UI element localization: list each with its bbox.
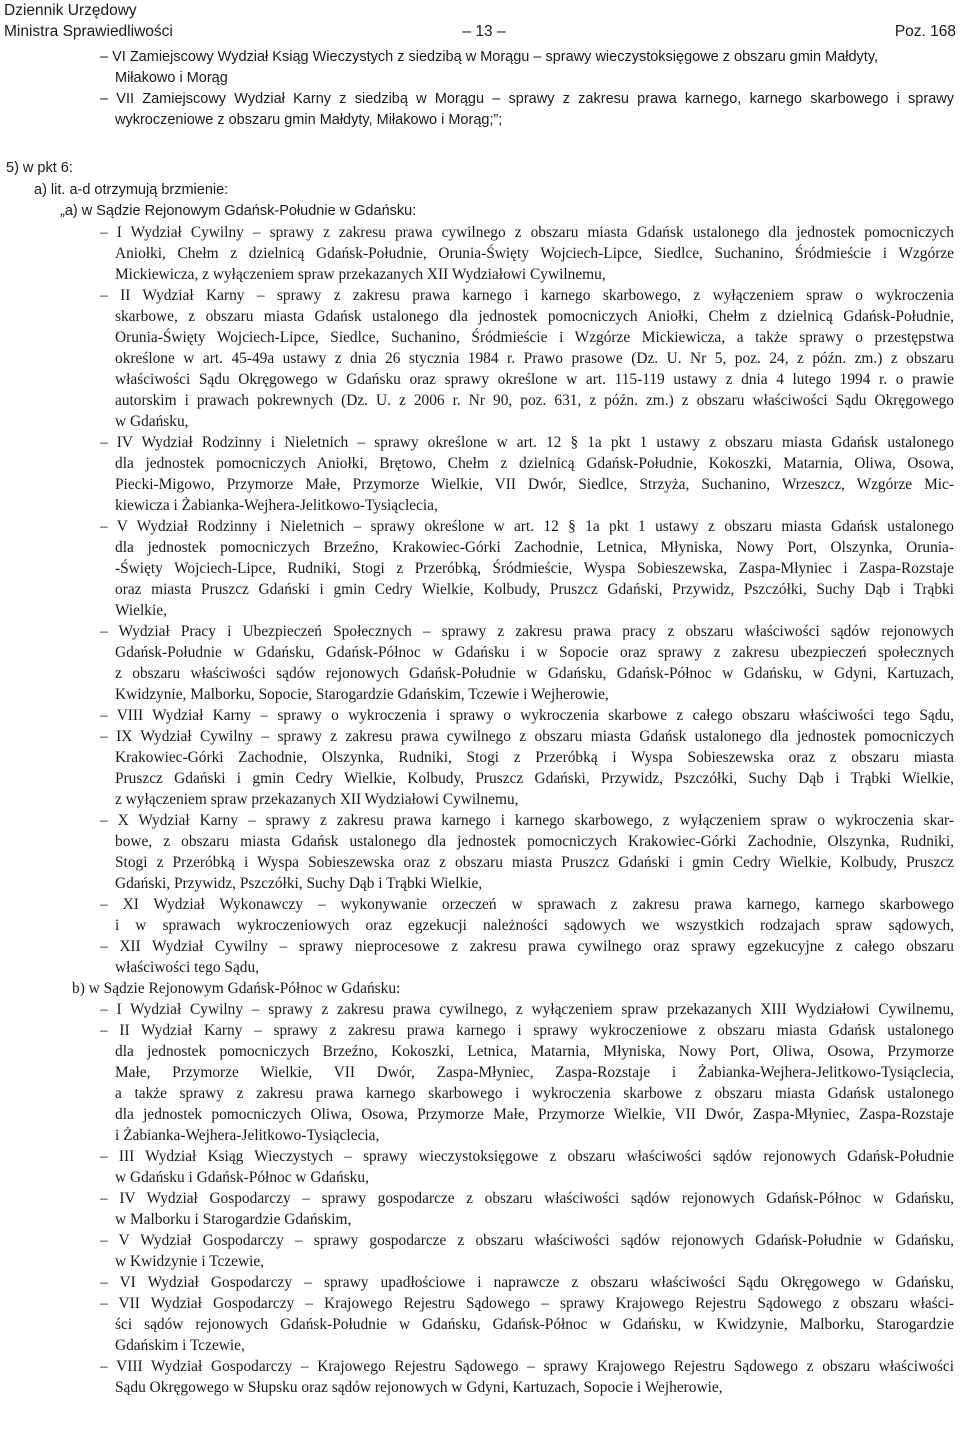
text-line: właściwości tego Sądu, <box>115 959 260 976</box>
text-line: bowe, z obszaru miasta Gdańsk ustalonego dla jednostek pomocniczych Krakowiec-Górki Zachodnie, Olszynka, Rudniki, <box>115 833 954 850</box>
text-line: – I Wydział Cywilny – sprawy z zakresu prawa cywilnego z obszaru miasta Gdańsk ustalonego dla jednostek pomocniczych <box>100 224 954 241</box>
text-line: 5) w pkt 6: <box>6 160 73 176</box>
text-line: w Gdańsku i Gdańsk-Północ w Gdańsku, <box>115 1169 369 1186</box>
text-line: w Malborku i Starogardzie Gdańskim, <box>115 1211 352 1228</box>
text-line: dla jednostek pomocniczych Brzeźno, Krakowiec-Górki Zachodnie, Letnica, Młyniska, Nowy Port, Olszynka, Orunia- <box>115 539 954 556</box>
text-line: Mickiewicza, z wyłączeniem spraw przekazanych XII Wydziałowi Cywilnemu, <box>115 266 606 283</box>
text-line: „a) w Sądzie Rejonowym Gdańsk-Południe w Gdańsku: <box>60 203 417 219</box>
text-line: określone w art. 45-49a ustawy z dnia 26 stycznia 1984 r. Prawo prasowe (Dz. U. Nr 5, poz. 24, z późn. zm.) z obszaru <box>115 350 954 367</box>
text-line: właściwości Sądu Okręgowego w Gdańsku oraz sprawy określone w art. 115-119 ustawy z dnia 4 lutego 1994 r. o prawie <box>115 371 954 388</box>
text-line: – XII Wydział Cywilny – sprawy nieprocesowe z zakresu prawa cywilnego oraz sprawy egzekucyjne z całego obszaru <box>100 938 954 955</box>
text-line: – II Wydział Karny – sprawy z zakresu prawa karnego i karnego skarbowego, z wyłączeniem spraw o wykroczenia <box>100 287 954 304</box>
text-line: – XI Wydział Wykonawczy – wykonywanie orzeczeń w sprawach z zakresu prawa karnego, karnego skarbowego <box>100 896 954 913</box>
page-header <box>4 0 956 44</box>
text-line: Orunia-Święty Wojciech-Lipce, Siedlce, Suchanino, Śródmieście i Wzgórze Mickiewicza, a także sprawy o przestępstwa <box>115 329 954 346</box>
text-line: Miłakowo i Morąg <box>115 70 228 86</box>
journal-title: Dziennik Urzędowy <box>4 2 137 19</box>
text-line: Gdański, Przywidz, Pszczółki, Suchy Dąb i Trąbki Wielkie, <box>115 875 483 892</box>
text-line: dla jednostek pomocniczych Oliwa, Osowa, Przymorze Małe, Przymorze Wielkie, VII Dwór, Zaspa-Młyniec, Zaspa-Rozstaje <box>115 1106 954 1123</box>
text-line: Pruszcz Gdański i gmin Cedry Wielkie, Kolbudy, Pruszcz Gdański, Przywidz, Pszczółki, Suchy Dąb i Trąbki Wielkie, <box>115 770 954 787</box>
text-line: Gdańsk-Południe w Gdańsku, Gdańsk-Północ w Gdańsku i w Sopocie oraz sprawy z zakresu ubezpieczeń społecznych <box>115 644 954 661</box>
text-line: i w sprawach wykroczeniowych oraz egzekucji należności sądowych we wszystkich rodzajach spraw sądowych, <box>115 917 954 934</box>
text-line: – VII Zamiejscowy Wydział Karny z siedzibą w Morągu – sprawy z zakresu prawa karnego, karnego skarbowego i sprawy <box>100 91 954 107</box>
text-line: oraz miasta Pruszcz Gdański i gmin Cedry Wielkie, Kolbudy, Pruszcz Gdański, Przywidz, Pszczółki, Suchy Dąb i Trąbki <box>115 581 954 598</box>
text-line: – IX Wydział Cywilny – sprawy z zakresu prawa cywilnego z obszaru miasta Gdańsk ustalonego dla jednostek pomocniczych <box>100 728 954 745</box>
text-line: skarbowe, z obszaru miasta Gdańsk ustalonego dla jednostek pomocniczych Aniołki, Chełm z dzielnicą Gdańsk-Południe, <box>115 308 954 325</box>
text-line: Małe, Przymorze Wielkie, VII Dwór, Zaspa-Młyniec, Zaspa-Rozstaje i Żabianka-Wejhera-Jelitkowo-Tysiąclecia, <box>115 1064 954 1081</box>
text-line: – I Wydział Cywilny – sprawy z zakresu prawa cywilnego, z wyłączeniem spraw przekazanych XIII Wydziałowi Cywilnemu, <box>100 1001 954 1018</box>
text-line: a także sprawy z zakresu prawa karnego skarbowego i wykroczenia skarbowe z obszaru miasta Gdańsk ustalonego <box>115 1085 954 1102</box>
text-line: ści sądów rejonowych Gdańsk-Południe w Gdańsku, Gdańsk-Północ w Gdańsku, w Kwidzynie, Malborku, Starogardzie <box>115 1316 954 1333</box>
text-line: – V Wydział Gospodarczy – sprawy gospodarcze z obszaru właściwości sądów rejonowych Gdańsk-Południe w Gdańsku, <box>100 1232 954 1249</box>
text-line: Wielkie, <box>115 602 167 619</box>
page-number: – 13 – <box>462 23 506 40</box>
text-line: -Święty Wojciech-Lipce, Rudniki, Stogi z Przeróbką, Śródmieście, Wyspa Sobieszewska, Zaspa-Młyniec i Zaspa-Rozstaje <box>115 560 954 577</box>
text-line: i Żabianka-Wejhera-Jelitkowo-Tysiąclecia, <box>115 1127 380 1144</box>
text-line: Sądu Okręgowego w Słupsku oraz sądów rejonowych w Gdyni, Kartuzach, Sopocie i Wejherowie, <box>115 1379 723 1396</box>
text-line: w Kwidzynie i Tczewie, <box>115 1253 265 1270</box>
text-line: wykroczeniowe z obszaru gmin Małdyty, Miłakowo i Morąg;”; <box>115 112 503 128</box>
ministry-name: Ministra Sprawiedliwości <box>4 23 173 40</box>
text-line: z wyłączeniem spraw przekazanych XII Wydziałowi Cywilnemu, <box>115 791 519 808</box>
text-line: – II Wydział Karny – sprawy z zakresu prawa karnego i sprawy wykroczeniowe z obszaru miasta Gdańsk ustalonego <box>100 1022 954 1039</box>
text-line: – III Wydział Ksiąg Wieczystych – sprawy wieczystoksięgowe z obszaru właściwości sądów rejonowych Gdańsk-Południe <box>100 1148 954 1165</box>
text-line: kiewicza i Żabianka-Wejhera-Jelitkowo-Tysiąclecia, <box>115 497 438 514</box>
text-line: Stogi z Przeróbką i Wyspa Sobieszewska oraz z obszaru miasta Pruszcz Gdański i gmin Cedry Wielkie, Kolbudy, Pruszcz <box>115 854 954 871</box>
text-line: – IV Wydział Rodzinny i Nieletnich – sprawy określone w art. 12 § 1a pkt 1 ustawy z obszaru miasta Gdańsk ustalonego <box>100 434 954 451</box>
text-line: a) lit. a-d otrzymują brzmienie: <box>34 182 229 198</box>
text-line: – Wydział Pracy i Ubezpieczeń Społecznych – sprawy z zakresu prawa pracy z obszaru właściwości sądów rejonowych <box>100 623 954 640</box>
text-line: Piecki-Migowo, Przymorze Małe, Przymorze Wielkie, VII Dwór, Siedlce, Strzyża, Suchanino, Wrzeszcz, Wzgórze Mic- <box>115 476 954 493</box>
text-line: – X Wydział Karny – sprawy z zakresu prawa karnego i karnego skarbowego, z wyłączeniem spraw o wykroczenia skar- <box>100 812 954 829</box>
text-line: b) w Sądzie Rejonowym Gdańsk-Północ w Gdańsku: <box>72 980 401 997</box>
text-line: – VI Wydział Gospodarczy – sprawy upadłościowe i naprawcze z obszaru właściwości Sądu Okręgowego w Gdańsku, <box>100 1274 954 1291</box>
text-line: – VII Wydział Gospodarczy – Krajowego Rejestru Sądowego – sprawy Krajowego Rejestru Sądowego z obszaru właści- <box>100 1295 954 1312</box>
text-line: z obszaru właściwości sądów rejonowych Gdańsk-Południe w Gdańsku, Gdańsk-Północ w Gdańsku, w Gdyni, Kartuzach, <box>115 665 954 682</box>
text-line: autorskim i prawach pokrewnych (Dz. U. z 2006 r. Nr 90, poz. 631, z późn. zm.) z obszaru właściwości Sądu Okręgowego <box>115 392 954 409</box>
text-line: – V Wydział Rodzinny i Nieletnich – sprawy określone w art. 12 § 1a pkt 1 ustawy z obszaru miasta Gdańsk ustalonego <box>100 518 954 535</box>
text-line: – VIII Wydział Gospodarczy – Krajowego Rejestru Sądowego – sprawy Krajowego Rejestru Sądowego z obszaru właściwości <box>100 1358 954 1375</box>
text-line: dla jednostek pomocniczych Aniołki, Brętowo, Chełm z dzielnicą Gdańsk-Południe, Kokoszki, Matarnia, Oliwa, Osowa, <box>115 455 954 472</box>
text-line: Aniołki, Chełm z dzielnicą Gdańsk-Południe, Orunia-Święty Wojciech-Lipce, Siedlce, Suchanino, Śródmieście i Wzgórze <box>115 245 954 262</box>
text-line: – VIII Wydział Karny – sprawy o wykroczenia i sprawy o wykroczenia skarbowe z całego obszaru właściwości tego Sądu, <box>100 707 954 724</box>
text-line: Krakowiec-Górki Zachodnie, Olszynka, Rudniki, Stogi z Przeróbką i Wyspa Sobieszewska oraz z obszaru miasta <box>115 749 954 766</box>
text-line: dla jednostek pomocniczych Brzeźno, Kokoszki, Letnica, Matarnia, Młyniska, Nowy Port, Oliwa, Osowa, Przymorze <box>115 1043 954 1060</box>
position-number: Poz. 168 <box>894 23 956 40</box>
text-line: w Gdańsku, <box>115 413 189 430</box>
text-line: Kwidzynie, Malborku, Sopocie, Starogardzie Gdańskim, Tczewie i Wejherowie, <box>115 686 609 703</box>
text-line: – IV Wydział Gospodarczy – sprawy gospodarcze z obszaru właściwości sądów rejonowych Gdańsk-Północ w Gdańsku, <box>100 1190 954 1207</box>
text-line: – VI Zamiejscowy Wydział Ksiąg Wieczystych z siedzibą w Morągu – sprawy wieczystoksięgowe z obszaru gmin Małdyty, <box>100 49 879 65</box>
text-line: Gdańskim i Tczewie, <box>115 1337 245 1354</box>
